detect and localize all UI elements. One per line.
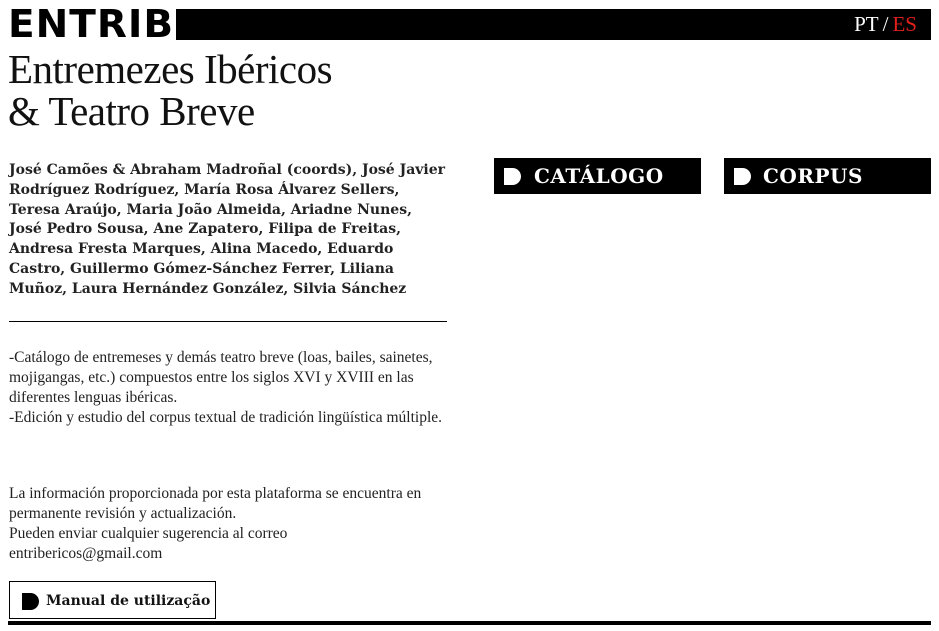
- bottom-rule: [8, 621, 931, 625]
- lang-pt-link[interactable]: PT: [854, 12, 879, 36]
- corpus-button-label: CORPUS: [763, 164, 863, 188]
- catalogo-button[interactable]: [494, 158, 701, 194]
- page-title: [8, 48, 332, 132]
- d-shape-icon: [734, 168, 751, 185]
- title-line-1: Entremezes Ibéricos: [8, 46, 333, 92]
- d-shape-icon: [22, 593, 39, 610]
- divider: [9, 321, 447, 322]
- header-bar: [8, 2, 931, 47]
- info-line-2: Pueden enviar cualquier sugerencia al correo: [9, 525, 288, 542]
- language-switcher: [854, 9, 917, 40]
- description-line-1: -Catálogo de entremeses y demás teatro breve (loas, bailes, sainetes, mojigangas, etc.) compuestos entre los siglos XVI y XVIII en las diferentes lenguas ibéricas.: [9, 349, 433, 406]
- corpus-button[interactable]: [724, 158, 931, 194]
- lang-es-link[interactable]: ES: [892, 12, 917, 36]
- entrib-logo[interactable]: ENTRIB: [8, 2, 175, 47]
- manual-button[interactable]: [9, 581, 216, 619]
- title-line-2: & Teatro Breve: [8, 88, 255, 134]
- info-line-1: La información proporcionada por esta plataforma se encuentra en permanente revisión y actualización.: [9, 485, 422, 522]
- project-description: [9, 348, 454, 428]
- catalogo-button-label: CATÁLOGO: [534, 164, 664, 188]
- header-black-bar: [176, 9, 931, 40]
- description-line-2: -Edición y estudio del corpus textual de tradición lingüística múltiple.: [9, 409, 443, 426]
- lang-separator: /: [882, 12, 889, 36]
- info-text: [9, 484, 454, 564]
- authors-list: José Camões & Abraham Madroñal (coords), José Javier Rodríguez Rodríguez, María Rosa Álvarez Sellers, Teresa Araújo, Maria João Almeida, Ariadne Nunes, José Pedro Sousa, Ane Zapatero, Filipa de Freitas, Andresa Fresta Marques, Alina Macedo, Eduardo Castro, Guillermo Gómez-Sánchez Ferrer, Liliana Muñoz, Laura Hernández González, Silvia Sánchez: [9, 162, 446, 297]
- contact-email[interactable]: entribericos@gmail.com: [9, 545, 163, 562]
- d-shape-icon: [504, 168, 521, 185]
- manual-button-label: Manual de utilização: [46, 593, 211, 609]
